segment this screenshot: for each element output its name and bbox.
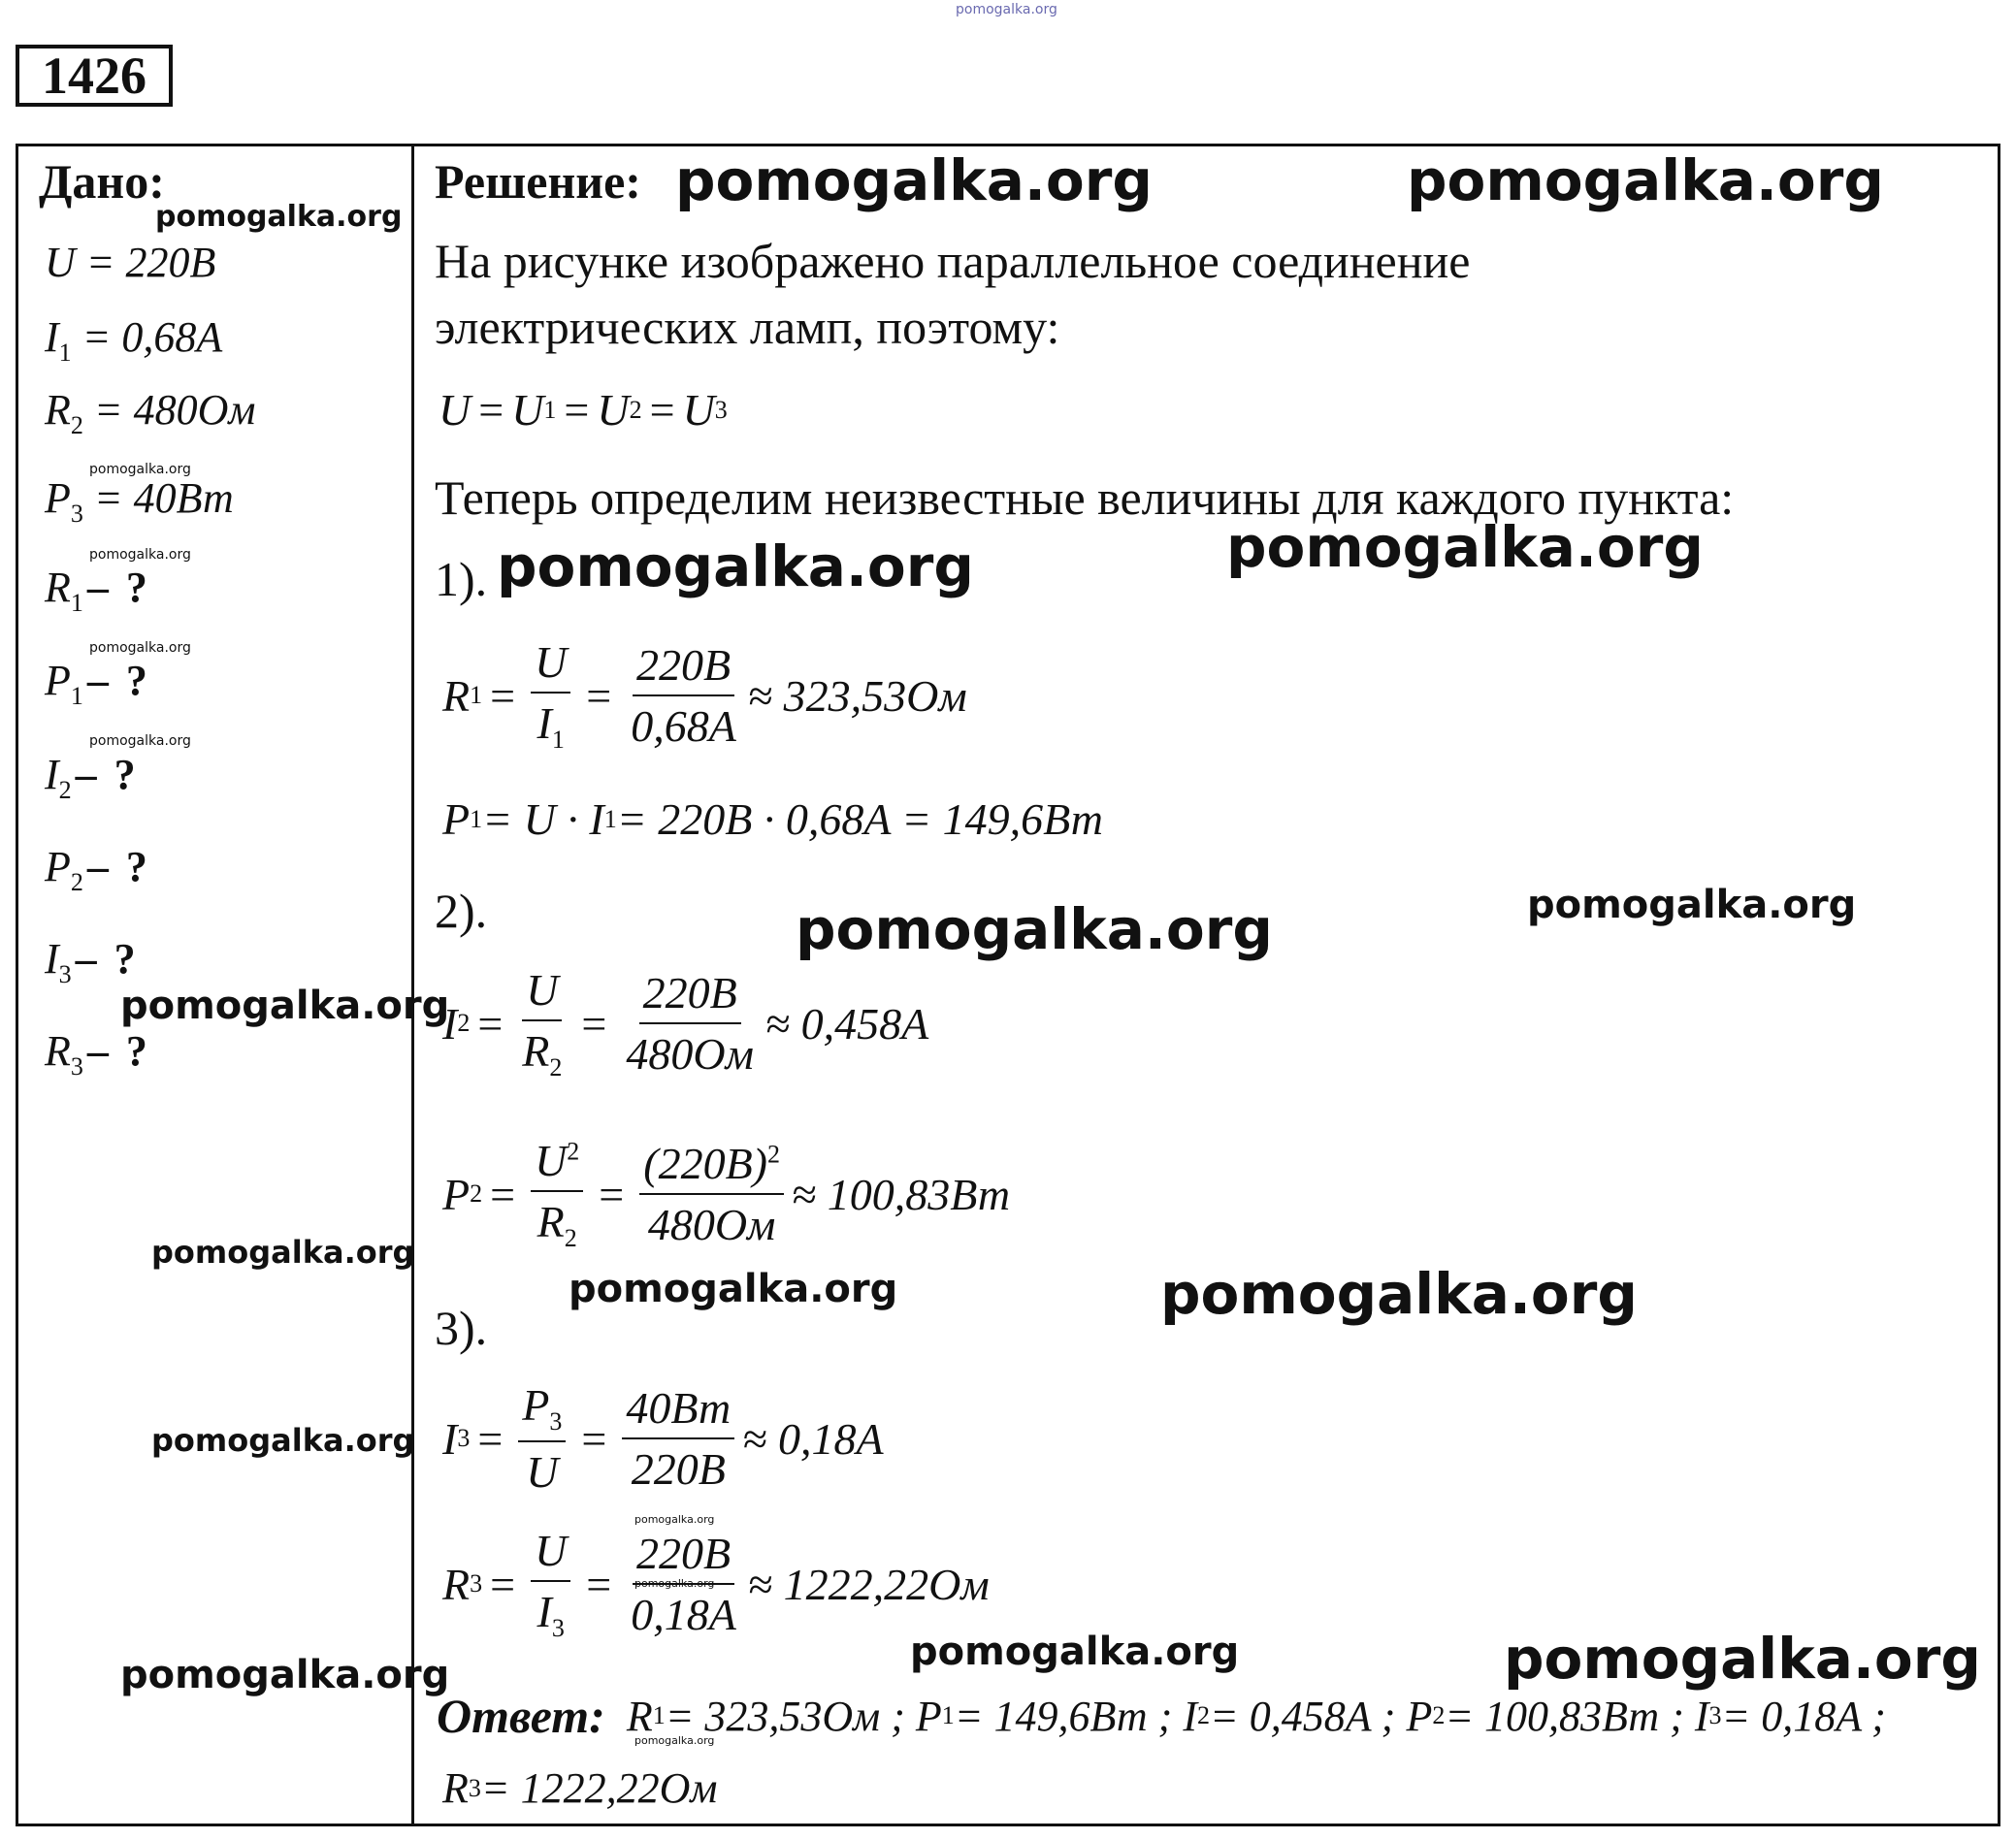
watermark: pomogalka.org: [155, 200, 403, 234]
equation-r3: R 3 = $\frac{U}{I_3}$ = $\frac{220B}{0,18A}$ ≈ 1222,22Ом: [442, 1526, 990, 1642]
watermark-top: pomogalka.org: [956, 2, 1057, 17]
watermark: pomogalka.org: [497, 533, 974, 599]
equation-p2: P 2 = $\frac{U^2}{R_2}$ = $\frac{(220B)^2}{480Ом}$ ≈ 100,83Вт: [442, 1136, 1011, 1252]
watermark: pomogalka.org: [796, 896, 1273, 962]
given-item: $P_3 = 40Вт$: [45, 474, 234, 528]
watermark: pomogalka.org: [89, 547, 191, 563]
watermark: pomogalka.org: [1504, 1626, 1981, 1692]
watermark: pomogalka.org: [151, 1422, 415, 1459]
part-2-label: 2).: [435, 884, 488, 938]
watermark: pomogalka.org: [120, 1653, 450, 1697]
watermark: pomogalka.org: [634, 1577, 715, 1590]
problem-number: 1426: [16, 45, 173, 107]
watermark: pomogalka.org: [569, 1267, 898, 1311]
intro-line-2: электрических ламп, поэтому:: [435, 300, 1060, 354]
unknown-item: $I_3-$ ?: [45, 935, 136, 988]
watermark: pomogalka.org: [910, 1630, 1240, 1674]
answer-line-1: Ответ: R 1 = 323,53Ом ; P 1 = 149,6Вт ; I 2 = 0,458A ; P 2 = 100,83Вт ; I 3 = 0,18A ;: [437, 1689, 1886, 1743]
watermark: pomogalka.org: [89, 640, 191, 656]
part-3-label: 3).: [435, 1301, 488, 1355]
unknown-item: $P_1-$ ?: [45, 657, 147, 710]
given-item: U = 220B: [45, 239, 216, 286]
unknown-item: $R_3-$ ?: [45, 1027, 147, 1081]
given-item: $R_2 = 480Ом$: [45, 386, 256, 439]
watermark: pomogalka.org: [634, 1513, 715, 1526]
equation-p1: P 1 = U · I 1 = 220B · 0,68A = 149,6Вт: [442, 794, 1104, 844]
equation-r1: R 1 = $\frac{U}{I_1}$ = $\frac{220B}{0,68A}$ ≈ 323,53Ом: [442, 637, 967, 754]
watermark: pomogalka.org: [1160, 1261, 1638, 1327]
solution-header: Решение:: [435, 154, 641, 209]
answer-line-2: R 3 = 1222,22Ом: [442, 1764, 718, 1812]
watermark: pomogalka.org: [675, 147, 1153, 213]
equation-i2: I 2 = $\frac{U}{R_2}$ = $\frac{220B}{480Ом}$ ≈ 0,458A: [442, 965, 929, 1081]
given-item: $I_1 = 0,68A$: [45, 313, 223, 367]
watermark: pomogalka.org: [120, 984, 450, 1028]
watermark: pomogalka.org: [1407, 147, 1884, 213]
watermark: pomogalka.org: [1527, 883, 1857, 927]
watermark: pomogalka.org: [151, 1234, 415, 1271]
transition-text: Теперь определим неизвестные величины для каждого пункта:: [435, 470, 1735, 525]
equation-i3: I 3 = $\frac{P_3}{U}$ = $\frac{40Вт}{220B}$ ≈ 0,18A: [442, 1380, 884, 1497]
unknown-item: $I_2-$ ?: [45, 751, 136, 804]
intro-line-1: На рисунке изображено параллельное соединение: [435, 234, 1471, 288]
watermark: pomogalka.org: [89, 462, 191, 477]
watermark: pomogalka.org: [634, 1734, 715, 1747]
answer-label: Ответ:: [437, 1689, 605, 1743]
parallel-voltage-equation: U = U 1 = U 2 = U 3: [439, 385, 728, 435]
part-1-label: 1).: [435, 552, 488, 606]
unknown-item: $R_1-$ ?: [45, 564, 147, 617]
watermark: pomogalka.org: [1226, 514, 1704, 580]
unknown-item: $P_2-$ ?: [45, 843, 147, 896]
watermark: pomogalka.org: [89, 733, 191, 749]
given-header: Дано:: [39, 154, 165, 209]
